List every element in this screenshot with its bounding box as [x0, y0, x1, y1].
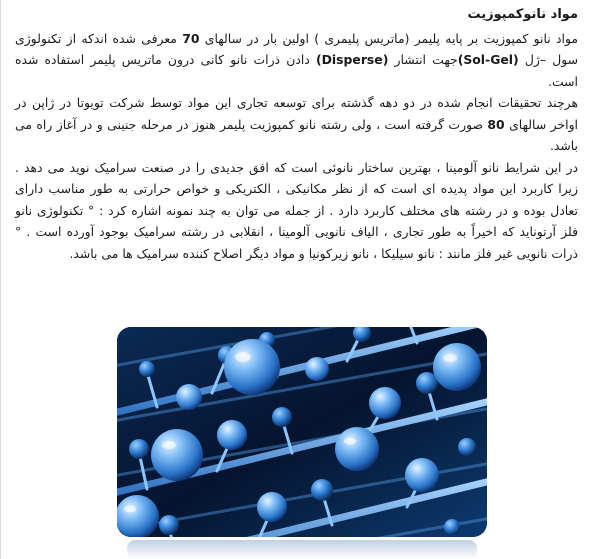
p1-disperse: (Disperse): [315, 52, 389, 67]
page-title: مواد نانوکمپوزیت: [467, 7, 578, 22]
p2-year: 80: [487, 116, 505, 132]
p1-sol-gel: (Sol-Gel): [457, 52, 519, 67]
paragraph-2: [15, 92, 578, 157]
p1-text-e: جهت انتشار: [388, 52, 458, 67]
p1-text-a: مواد نانو کمپوزیت بر پایه پلیمر (ماتریس پلیمری ) اولین بار در سالهای: [199, 30, 578, 46]
p1-year: 70: [182, 30, 200, 46]
p1-text-c: معرفی شده اندکه از تکنولوژی سول –ژل: [15, 30, 578, 67]
p1-text-g: دادن ذرات نانو کانی درون ماتریس پلیمر استفاده شده است.: [15, 52, 578, 89]
paragraph-1: [15, 28, 578, 93]
molecular-structure-illustration: [117, 327, 487, 537]
p2-text-c: صورت گرفته است ، ولی رشته نانو کمپوزیت پلیمر هنوز در مرحله جنینی و در آغاز راه می باشد.: [15, 116, 578, 153]
image-reflection: [127, 540, 477, 559]
paragraph-3: در این شرایط نانو آلومینا ، بهترین ساختار نانوئی است که افق جدیدی را در صنعت سرامیک نوید می دهد . زیرا کاربرد این مواد پدیده ای است که از نظر مکانیکی ، الکتریکی و خواص حرارتی به طور مناسب دارای تعادل بوده و در رشته های مختلف کاربرد دارد . از جمله می توان به چند نمونه اشاره کرد : ° تکنولوژی نانو فلز آرتونايد که اخیراً به طور تجاری ، الیاف نانویی آلومینا ، انقلابی در رشته سرامیک بوجود آورده است . ° ذرات نانویی غیر فلز مانند : نانو سیلیکا ، نانو زیرکونیا و مواد دیگر اصلاح کننده سرامیک ها می باشد.: [15, 159, 578, 261]
article-body: [15, 4, 578, 264]
p2-text-a: هرچند تحقیقات انجام شده در دو دهه گذشته برای توسعه تجاری این مواد توسط شرکت تویوتا در ژاپن در اواخر سالهای: [15, 95, 578, 132]
nanocomposite-image: [117, 327, 487, 537]
